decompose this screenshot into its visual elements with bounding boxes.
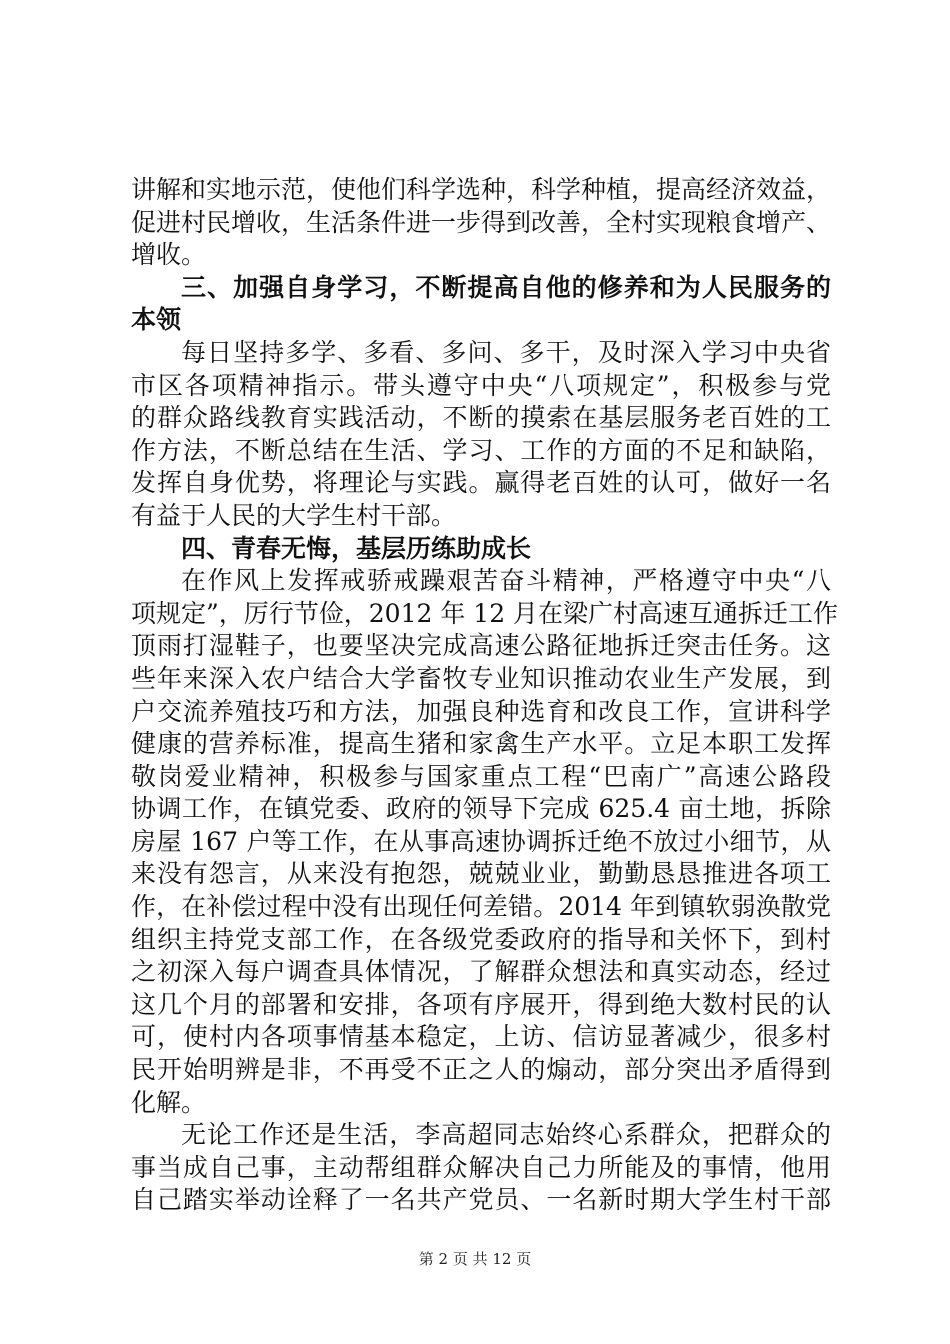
text-line: 发挥自身优势，将理论与实践。赢得老百姓的认可，做好一名 bbox=[131, 468, 831, 498]
section-heading-4: 四、青春无悔，基层历练助成长 bbox=[181, 533, 532, 563]
text-line: 作方法，不断总结在生活、学习、工作的方面的不足和缺陷， bbox=[131, 435, 831, 465]
text-line: 民开始明辨是非，不再受不正之人的煽动，部分突出矛盾得到 bbox=[131, 1055, 831, 1085]
text-line: 作，在补偿过程中没有出现任何差错。2014 年到镇软弱涣散党 bbox=[131, 892, 831, 922]
text-line: 些年来深入农户结合大学畜牧专业知识推动农业生产发展，到 bbox=[131, 663, 831, 693]
text-line: 无论工作还是生活，李高超同志始终心系群众，把群众的 bbox=[181, 1120, 831, 1150]
section-heading-3-continued: 本领 bbox=[131, 305, 182, 335]
text-line: 讲解和实地示范，使他们科学选种，科学种植，提高经济效益， bbox=[131, 175, 832, 204]
text-line: 的群众路线教育实践活动，不断的摸索在基层服务老百姓的工 bbox=[131, 403, 831, 433]
section-heading-3: 三、加强自身学习，不断提高自他的修养和为人民服务的 bbox=[181, 272, 831, 302]
text-line: 增收。 bbox=[131, 240, 207, 270]
page-footer bbox=[0, 1249, 950, 1269]
text-line: 房屋 167 户等工作，在从事高速协调拆迁绝不放过小细节，从 bbox=[131, 826, 831, 856]
text-line: 协调工作，在镇党委、政府的领导下完成 625.4 亩土地，拆除 bbox=[131, 794, 831, 824]
text-line: 有益于人民的大学生村干部。 bbox=[131, 500, 457, 530]
text-line: 之初深入每户调查具体情况，了解群众想法和真实动态，经过 bbox=[131, 957, 831, 987]
text-line: 市区各项精神指示。带头遵守中央“八项规定”，积极参与党 bbox=[131, 370, 831, 400]
text-line: 每日坚持多学、多看、多问、多干，及时深入学习中央省 bbox=[181, 337, 831, 367]
text-line: 自己踏实举动诠释了一名共产党员、一名新时期大学生村干部 bbox=[131, 1185, 831, 1215]
text-line: 敬岗爱业精神，积极参与国家重点工程“巴南广”高速公路段 bbox=[131, 761, 831, 791]
text-line: 在作风上发挥戒骄戒躁艰苦奋斗精神，严格遵守中央“八 bbox=[181, 566, 831, 596]
document-body bbox=[131, 174, 839, 1217]
text-line: 健康的营养标准，提高生猪和家禽生产水平。立足本职工发挥 bbox=[131, 729, 831, 759]
text-line: 化解。 bbox=[131, 1087, 207, 1117]
text-line: 来没有怨言，从来没有抱怨，兢兢业业，勤勤恳恳推进各项工 bbox=[131, 859, 831, 889]
page-number: 第 2 页 共 12 页 bbox=[418, 1250, 532, 1268]
text-line: 这几个月的部署和安排，各项有序展开，得到绝大数村民的认 bbox=[131, 989, 831, 1019]
text-line: 户交流养殖技巧和方法，加强良种选育和改良工作，宣讲科学 bbox=[131, 696, 831, 726]
text-line: 顶雨打湿鞋子，也要坚决完成高速公路征地拆迁突击任务。这 bbox=[131, 631, 831, 661]
text-line: 可，使村内各项事情基本稳定，上访、信访显著减少，很多村 bbox=[131, 1022, 831, 1052]
text-line: 项规定”，厉行节俭，2012 年 12 月在梁广村高速互通拆迁工作 bbox=[131, 598, 839, 628]
text-line: 促进村民增收，生活条件进一步得到改善，全村实现粮食增产、 bbox=[131, 207, 832, 237]
text-line: 组织主持党支部工作，在各级党委政府的指导和关怀下，到村 bbox=[131, 924, 831, 954]
text-line: 事当成自己事，主动帮组群众解决自己力所能及的事情，他用 bbox=[131, 1152, 831, 1182]
